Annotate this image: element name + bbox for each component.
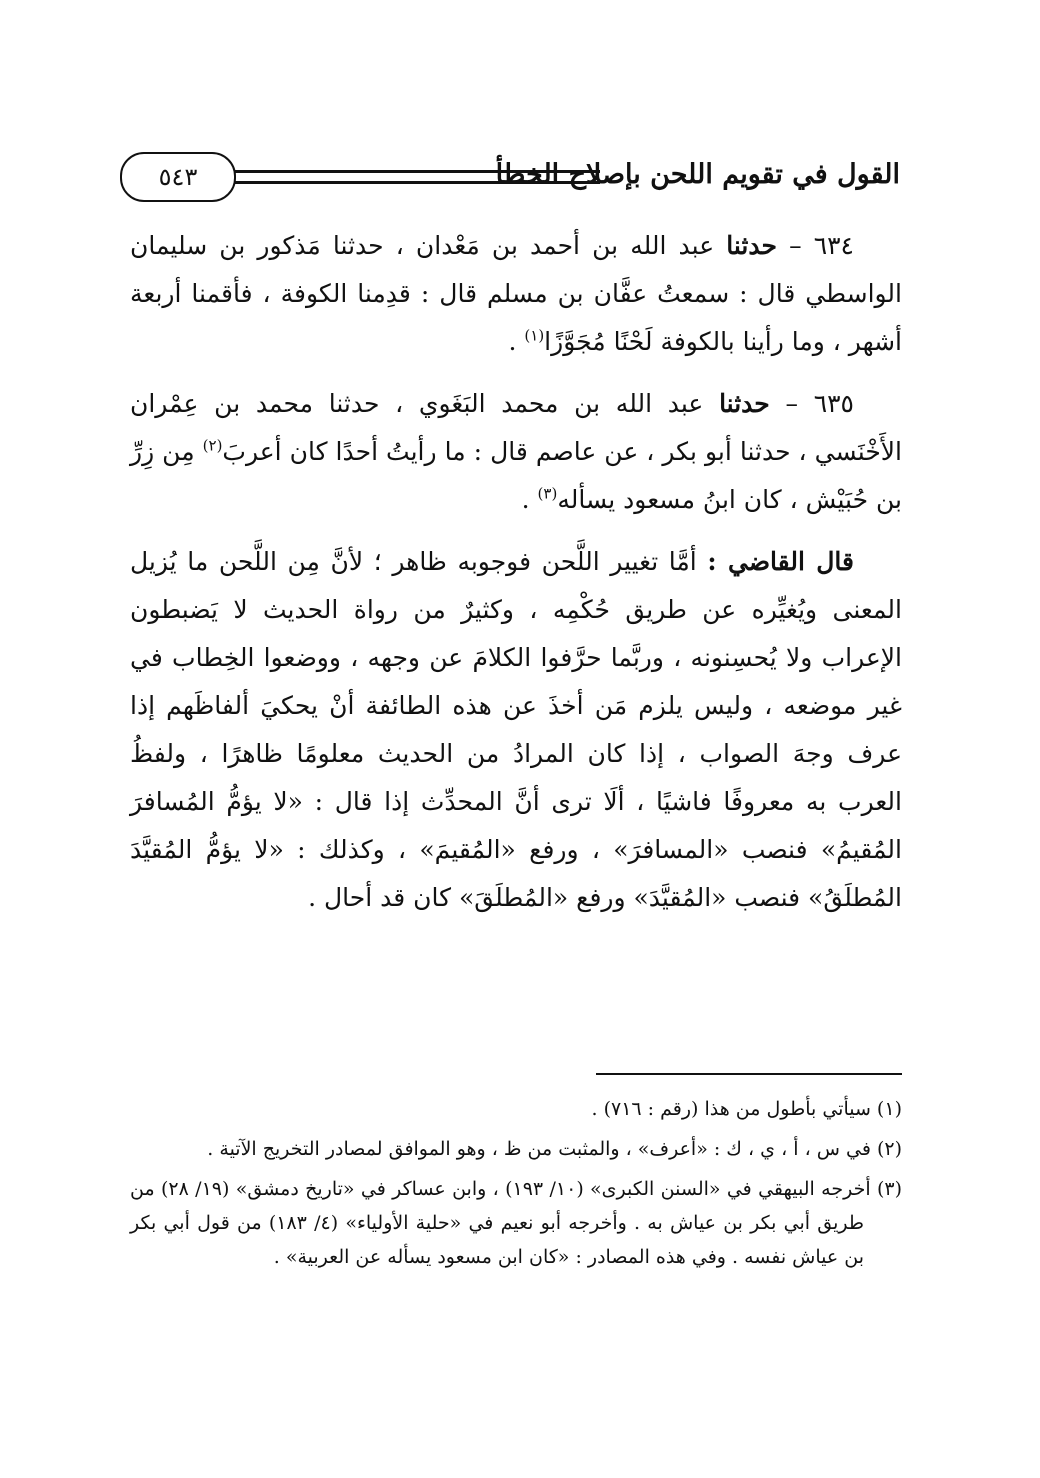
sentence-end: .	[521, 485, 538, 514]
hadith-634: ٦٣٤ – حدثنا عبد الله بن أحمد بن مَعْدان ، حدثنا مَذكور بن سليمان الواسطي قال : سمعتُ عفَّان بن مسلم قال : قدِمنا الكوفة ، فأقمنا أربعة أشهر ، وما رأينا بالكوفة لَحْنًا مُجَوَّزًا$^{(١)}$ .	[130, 231, 902, 356]
footnote-ref: (١)	[524, 326, 545, 345]
footnote-ref: (٣)	[537, 484, 558, 503]
main-text	[130, 222, 902, 922]
page-number: ٥٤٣	[120, 152, 236, 202]
isnad-keyword: حدثنا	[719, 389, 770, 418]
footnotes	[130, 1092, 902, 1280]
footnote-separator	[596, 1073, 902, 1075]
commentary-paragraph	[130, 538, 902, 922]
commentary-text: أمَّا تغيير اللَّحن فوجوبه ظاهر ؛ لأنَّ مِن اللَّحن ما يُزيل المعنى ويُغيِّره عن طريق حُكْمِه ، وكثيرٌ من رواة الحديث لا يَضبطون الإعراب ولا يُحسِنونه ، وربَّما حرَّفوا الكلامَ عن وجهه ، ووضعوا الخِطاب في غير موضعه ، وليس يلزم مَن أخذَ عن هذه الطائفة أنْ يحكيَ ألفاظَهم إذا عرف وجهَ الصواب ، إذا كان المرادُ من الحديث معلومًا ظاهرًا ، ولفظُ العرب به معروفًا فاشيًا ، ألَا ترى أنَّ المحدِّث إذا قال : «لا يؤمُّ المُسافرَ المُقيمُ» فنصب «المسافرَ» ، ورفع «المُقيمَ» ، وكذلك : «لا يؤمُّ المُقيَّدَ المُطلَقُ» فنصب «المُقيَّدَ» ورفع «المُطلَقَ» كان قد أحال .	[130, 547, 902, 912]
hadith-text-part-1: عبد الله بن محمد البَغَوي ، حدثنا محمد بن عِمْران الأَخْنَسي ، حدثنا أبو بكر ، عن عاصم قال : ما رأيتُ أحدًا كان أعربَ	[130, 389, 902, 466]
hadith-text-part-2: مِن زِرِّ بن حُبَيْش ، كان ابنُ مسعود يسأله	[130, 437, 902, 514]
isnad-keyword: حدثنا	[726, 231, 777, 260]
footnote-1: (١) سيأتي بأطول من هذا (رقم : ٧١٦) .	[591, 1098, 902, 1120]
hadith-text: عبد الله بن أحمد بن مَعْدان ، حدثنا مَذكور بن سليمان الواسطي قال : سمعتُ عفَّان بن مسلم قال : قدِمنا الكوفة ، فأقمنا أربعة أشهر ، وما رأينا بالكوفة لَحْنًا مُجَوَّزًا	[130, 231, 902, 356]
header-double-rule	[216, 170, 600, 184]
footnote-ref: (٢)	[202, 436, 223, 455]
footnote-2: (٢) في س ، أ ، ي ، ك : «أعرف» ، والمثبت من ظ ، وهو الموافق لمصادر التخريج الآتية .	[207, 1138, 902, 1160]
hadith-635: ٦٣٥ – حدثنا عبد الله بن محمد البَغَوي ، حدثنا محمد بن عِمْران الأَخْنَسي ، حدثنا أبو بكر ، عن عاصم قال : ما رأيتُ أحدًا كان أعربَ$^{(٢)}$ مِن زِرِّ بن حُبَيْش ، كان ابنُ مسعود يسأله$^{(٣)}$ .	[130, 389, 902, 514]
hadith-number: ٦٣٤	[813, 231, 854, 260]
footnote-3: (٣) أخرجه البيهقي في «السنن الكبرى» (١٠/ ١٩٣) ، وابن عساكر في «تاريخ دمشق» (١٩/ ٢٨) من طريق أبي بكر بن عياش به . وأخرجه أبو نعيم في «حلية الأولياء» (٤/ ١٨٣) من قول أبي بكر بن عياش نفسه . وفي هذه المصادر : «كان ابن مسعود يسأله عن العربية» .	[130, 1178, 903, 1268]
hadith-number: ٦٣٥	[813, 389, 854, 418]
speaker-label: قال القاضي :	[707, 547, 854, 576]
sentence-end: .	[508, 327, 525, 356]
running-title: القول في تقويم اللحن بإصلاح الخطأ	[495, 159, 900, 190]
page-header	[100, 150, 900, 204]
